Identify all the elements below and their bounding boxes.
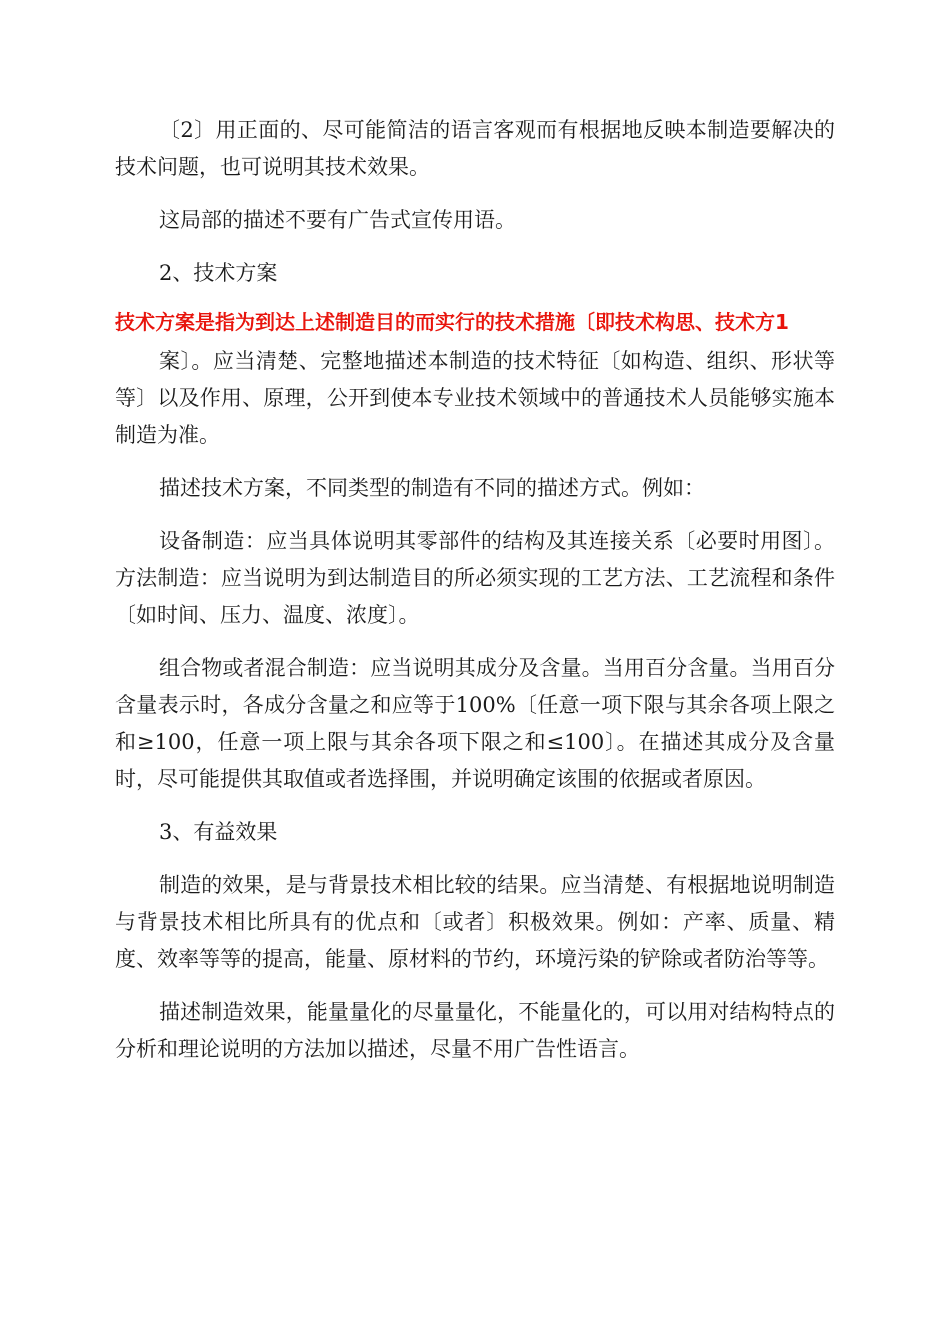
paragraph-technical-features: 案〕。应当清楚、完整地描述本制造的技术特征〔如构造、组织、形状等等〕以及作用、原理，公开到使本专业技术领域中的普通技术人员能够实施本制造为准。 — [115, 349, 835, 447]
paragraph-composition: 组合物或者混合制造：应当说明其成分及含量。当用百分含量。当用百分含量表示时，各成分含量之和应等于100%〔任意一项下限与其余各项上限之和≥100，任意一项上限与其余各项下限之和≤100〕。在描述其成分及含量时，尽可能提供其取值或者选择围，并说明确定该围的依据或者原因。 — [115, 656, 835, 791]
paragraph-description-methods: 描述技术方案，不同类型的制造有不同的描述方式。例如： — [159, 476, 705, 500]
paragraph-effects-comparison: 制造的效果，是与背景技术相比较的结果。应当清楚、有根据地说明制造与背景技术相比所具有的优点和〔或者〕积极效果。例如：产率、质量、精度、效率等等的提高，能量、原材料的节约，环境污染的铲除或者防治等等。 — [115, 873, 835, 971]
highlighted-definition: 技术方案是指为到达上述制造目的而实行的技术措施〔即技术构思、技术方1 — [115, 310, 789, 334]
section-heading-technical-solution: 2、技术方案 — [159, 261, 278, 285]
document-page — [115, 112, 835, 1084]
paragraph-no-advertising: 这局部的描述不要有广告式宣传用语。 — [159, 208, 516, 232]
section-heading-beneficial-effects: 3、有益效果 — [159, 820, 278, 844]
paragraph-effects-quantification: 描述制造效果，能量量化的尽量量化，不能量化的，可以用对结构特点的分析和理论说明的方法加以描述，尽量不用广告性语言。 — [115, 1000, 835, 1061]
paragraph-device-method: 设备制造：应当具体说明其零部件的结构及其连接关系〔必要时用图〕。方法制造：应当说明为到达制造目的所必须实现的工艺方法、工艺流程和条件〔如时间、压力、温度、浓度〕。 — [115, 529, 835, 627]
paragraph-problem-statement: 〔2〕用正面的、尽可能简洁的语言客观而有根据地反映本制造要解决的技术问题，也可说明其技术效果。 — [115, 118, 835, 179]
